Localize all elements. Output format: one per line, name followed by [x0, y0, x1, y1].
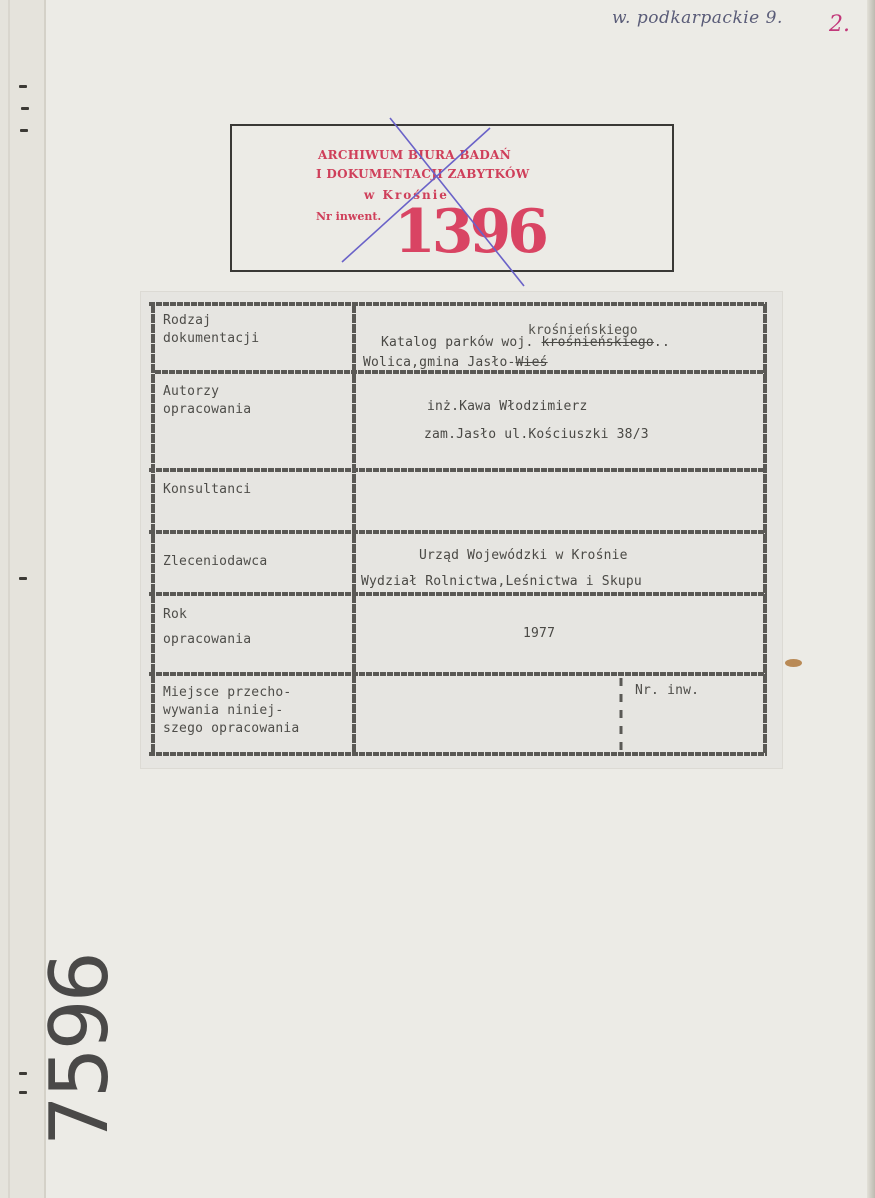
value-author-name: inż.Kawa Włodzimierz: [427, 399, 588, 414]
stamp-documentation-line: I DOKUMENTACJI ZABYTKÓW: [316, 167, 530, 181]
stamp-archive-line: ARCHIWUM BIURA BADAŃ: [318, 148, 512, 162]
label-inventory-number: Nr. inw.: [635, 683, 700, 698]
value-commissioner-department: Wydział Rolnictwa,Leśnictwa i Skupu: [361, 574, 642, 589]
stamp-inventory-label: Nr inwent.: [316, 210, 382, 223]
value-document-type: Katalog parków woj. krośnieńskiego..: [381, 335, 670, 350]
label-authors: Autorzy: [163, 384, 220, 399]
handwritten-vertical-number: 7596: [33, 954, 126, 1146]
handwritten-page-number: 2.: [829, 12, 850, 37]
typed-overstrike-county: krośnieńskiego: [528, 323, 638, 338]
label-storage-location: szego opracowania: [163, 721, 300, 736]
stamp-inventory-number: 1396: [394, 197, 545, 267]
label-document-type: Rodzaj: [163, 313, 212, 328]
value-author-address: zam.Jasło ul.Kościuszki 38/3: [424, 427, 649, 442]
label-document-type: dokumentacji: [163, 331, 260, 346]
handwritten-region-note: w. podkarpackie 9.: [612, 8, 783, 28]
value-commissioner: Urząd Wojewódzki w Krośnie: [419, 548, 628, 563]
label-storage-location: Miejsce przecho-: [163, 685, 292, 700]
value-year: 1977: [523, 626, 556, 641]
rust-stain: [785, 659, 802, 667]
label-storage-location: wywania niniej-: [163, 703, 284, 718]
label-commissioner: Zleceniodawca: [163, 554, 268, 569]
label-authors: opracowania: [163, 402, 252, 417]
documentation-record-card: [141, 292, 782, 768]
label-year: Rok: [163, 607, 188, 622]
value-document-location: Wolica,gmina Jasło-Wieś: [363, 355, 548, 370]
stamp-city-line: w Krośnie: [364, 188, 449, 202]
label-year: opracowania: [163, 632, 252, 647]
label-consultants: Konsultanci: [163, 482, 252, 497]
